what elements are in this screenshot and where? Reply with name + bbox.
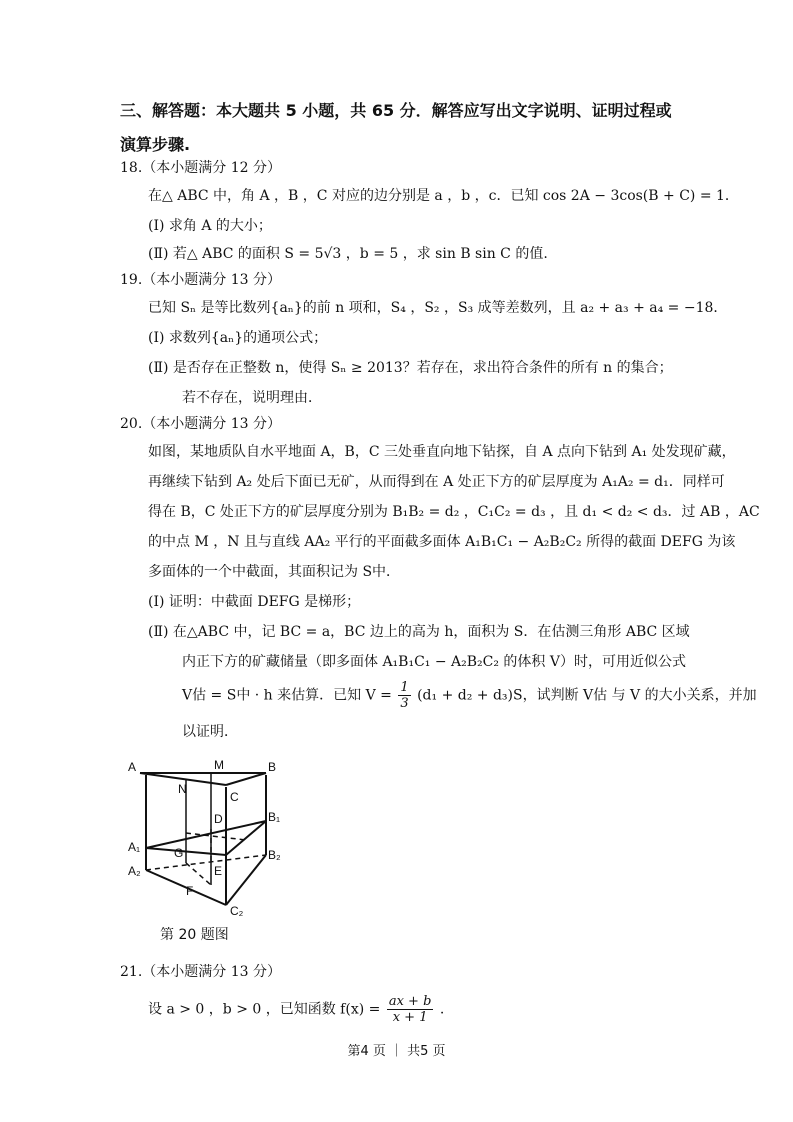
q21-fraction-numerator: ax + b (388, 994, 432, 1009)
label-F: F (186, 884, 194, 898)
q20-part1: (I) 证明：中截面 DEFG 是梯形； (148, 594, 361, 610)
q18-part2: (Ⅱ) 若△ ABC 的面积 S = 5√3 ，b = 5 ，求 sin B sin C 的值. (148, 246, 548, 262)
q20-formula-post: (d₁ + d₂ + d₃)S，试判断 V估 与 V 的大小关系，并加 (417, 687, 757, 704)
label-B2: B₂ (268, 848, 281, 862)
q19-part2: (Ⅱ) 是否存在正整数 n，使得 Sₙ ≥ 2013？若存在，求出符合条件的所有 n 的集合； (148, 360, 673, 376)
label-G: G (174, 846, 184, 860)
q18-header: 18.（本小题满分 12 分） (120, 160, 281, 176)
q21-stem-post: . (439, 1001, 445, 1018)
q20-line1: 如图，某地质队自水平地面 A，B，C 三处垂直向地下钻探，自 A 点向下钻到 A₁ 处发现矿藏， (148, 444, 736, 460)
q19-header: 19.（本小题满分 13 分） (120, 272, 281, 288)
q20-header: 20.（本小题满分 13 分） (120, 416, 281, 432)
section-title: 三、解答题：本大题共 5 小题，共 65 分．解答应写出文字说明、证明过程或演算步骤. (120, 101, 672, 154)
label-D: D (214, 812, 223, 826)
label-E: E (214, 864, 223, 878)
q19-stem: 已知 Sₙ 是等比数列{aₙ}的前 n 项和，S₄ ，S₂ ，S₃ 成等差数列，且 a₂ + a₃ + a₄ = −18． (148, 300, 728, 316)
q21-fraction-denominator: x + 1 (392, 1010, 428, 1025)
q20-part2-line4: 以证明． (182, 724, 238, 740)
q19-part2-cont: 若不存在，说明理由． (182, 390, 322, 406)
q20-figure-caption: 第 20 题图 (160, 927, 229, 943)
label-M: M (214, 758, 224, 772)
q21-header: 21.（本小题满分 13 分） (120, 964, 281, 980)
q21-stem-pre: 设 a > 0 ，b > 0 ，已知函数 f(x) = (148, 1001, 381, 1018)
label-A2: A₂ (128, 864, 141, 878)
label-N: N (178, 782, 187, 796)
page-footer: 第4 页 ｜ 共5 页 (347, 1044, 446, 1059)
q20-fraction-numerator: 1 (400, 680, 409, 695)
label-B1: B₁ (268, 810, 281, 824)
q20-part2-line3 (182, 680, 757, 711)
q20-figure (126, 745, 296, 945)
label-A1: A₁ (128, 840, 141, 854)
q18-stem: 在△ ABC 中，角 A ，B ，C 对应的边分别是 a ，b ，c．已知 cos 2A − 3cos(B + C) = 1． (148, 188, 739, 204)
label-A: A (128, 760, 137, 774)
q20-line4: 的中点 M ，N 且与直线 AA₂ 平行的平面截多面体 A₁B₁C₁ − A₂B₂C₂ 所得的截面 DEFG 为该 (148, 534, 736, 550)
q18-part1: (I) 求角 A 的大小； (148, 218, 272, 234)
q20-line3: 得在 B，C 处正下方的矿层厚度分别为 B₁B₂ = d₂ ，C₁C₂ = d₃ ，且 d₁ < d₂ < d₃．过 AB ，AC (148, 504, 760, 520)
q19-part1: (Ⅰ) 求数列{aₙ}的通项公式； (148, 330, 328, 346)
q20-line5: 多面体的一个中截面，其面积记为 S中． (148, 564, 401, 580)
label-C2: C₂ (230, 904, 244, 918)
label-C: C (230, 790, 239, 804)
q21-stem (148, 994, 444, 1025)
q20-fraction-denominator: 3 (400, 696, 409, 711)
q20-part2-line2: 内正下方的矿藏储量（即多面体 A₁B₁C₁ − A₂B₂C₂ 的体积 V）时，可用近似公式 (182, 654, 686, 670)
q20-line2: 再继续下钻到 A₂ 处后下面已无矿，从而得到在 A 处正下方的矿层厚度为 A₁A₂ = d₁．同样可 (148, 474, 725, 490)
q20-part2-line1: (Ⅱ) 在△ABC 中，记 BC = a，BC 边上的高为 h，面积为 S．在估测三角形 ABC 区域 (148, 624, 690, 640)
q20-fraction (398, 680, 410, 711)
q20-formula-pre: V估 = S中 · h 来估算．已知 V = (182, 687, 392, 704)
q21-fraction (387, 994, 434, 1025)
label-B: B (268, 760, 277, 774)
